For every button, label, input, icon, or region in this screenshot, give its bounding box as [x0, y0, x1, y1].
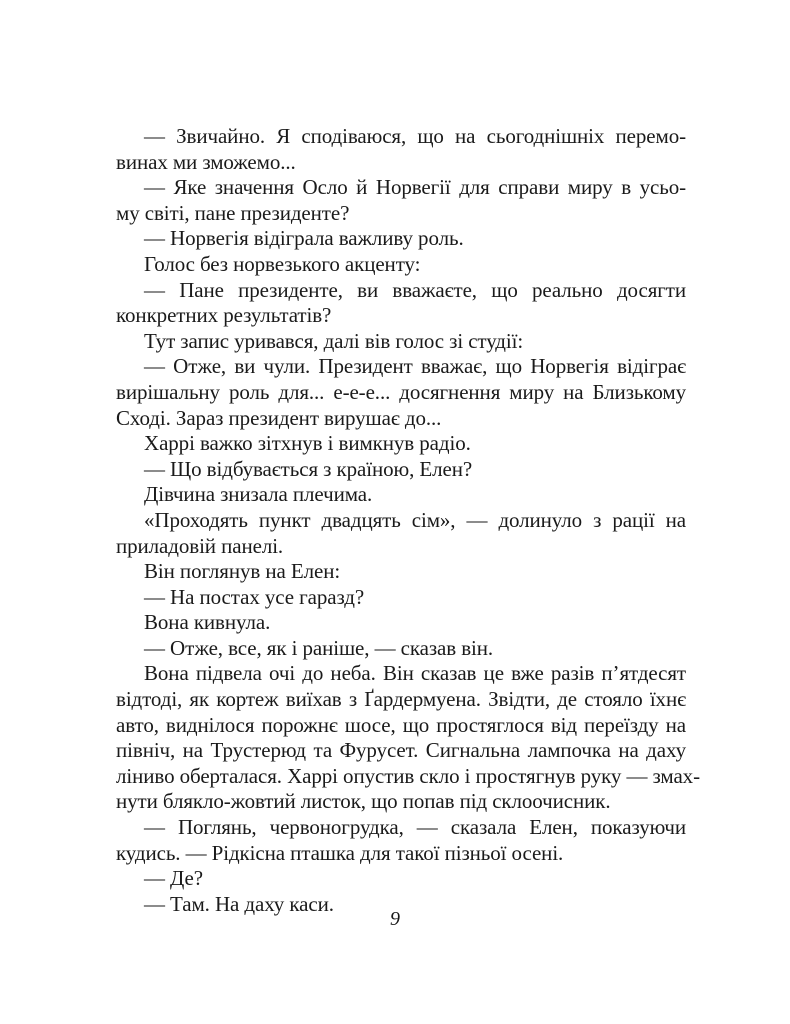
text-line: — Норвегія відіграла важливу роль.	[144, 226, 464, 251]
text-line: нути блякло-жовтий листок, що попав під склоочисник.	[116, 789, 611, 814]
text-line: Він поглянув на Елен:	[144, 559, 341, 584]
text-line: конкретних результатів?	[116, 303, 332, 328]
text-line: приладовій панелі.	[116, 533, 284, 558]
text-line: вирішальну роль для... е-е-е... досягнення миру на Близькому	[116, 379, 686, 404]
text-line: кудись. — Рідкісна пташка для такої пізньої осені.	[116, 840, 564, 865]
text-line: — Поглянь, червоногрудка, — сказала Елен, показуючи	[144, 815, 686, 840]
text-line: Тут запис уривався, далі вів голос зі студії:	[144, 328, 524, 353]
text-line: Голос без норвезького акценту:	[144, 251, 421, 276]
text-line: відтоді, як кортеж виїхав з Ґардермуена. Звідти, де стояло їхнє	[116, 687, 686, 712]
text-line: винах ми зможемо...	[116, 149, 296, 174]
text-line: Харрі важко зітхнув і вимкнув радіо.	[144, 431, 471, 456]
text-line: «Проходять пункт двадцять сім», — долинуло з рації на	[144, 507, 686, 532]
text-line: — На постах усе гаразд?	[144, 584, 365, 609]
text-line: — Отже, все, як і раніше, — сказав він.	[144, 635, 494, 660]
text-line: — Звичайно. Я сподіваюся, що на сьогоднішніх перемо-	[144, 124, 686, 148]
text-line: Вона кивнула.	[144, 610, 271, 635]
text-line: ліниво оберталася. Харрі опустив скло і простягнув руку — змах-	[116, 763, 700, 788]
text-line: — Отже, ви чули. Президент вважає, що Норвегія відіграє	[144, 354, 686, 379]
text-line: Сході. Зараз президент вирушає до...	[116, 405, 442, 430]
text-line: Дівчина знизала плечима.	[144, 482, 373, 507]
text-line: — Де?	[144, 866, 203, 891]
page-number: 9	[390, 908, 400, 930]
body-text	[116, 124, 700, 917]
text-line: Вона підвела очі до неба. Він сказав це вже разів п’ятдесят	[144, 661, 686, 686]
text-line: північ, на Трустерюд та Фурусет. Сигнальна лампочка на даху	[116, 738, 686, 763]
text-line: — Що відбувається з країною, Елен?	[144, 456, 473, 481]
text-line: — Яке значення Осло й Норвегії для справи миру в усьо-	[144, 175, 686, 200]
text-line: — Там. На даху каси.	[144, 891, 334, 916]
text-line: — Пане президенте, ви вважаєте, що реально досягти	[144, 277, 686, 302]
text-line: му світі, пане президенте?	[116, 200, 350, 225]
text-line: авто, виднілося порожнє шосе, що простяглося від переїзду на	[116, 712, 686, 737]
